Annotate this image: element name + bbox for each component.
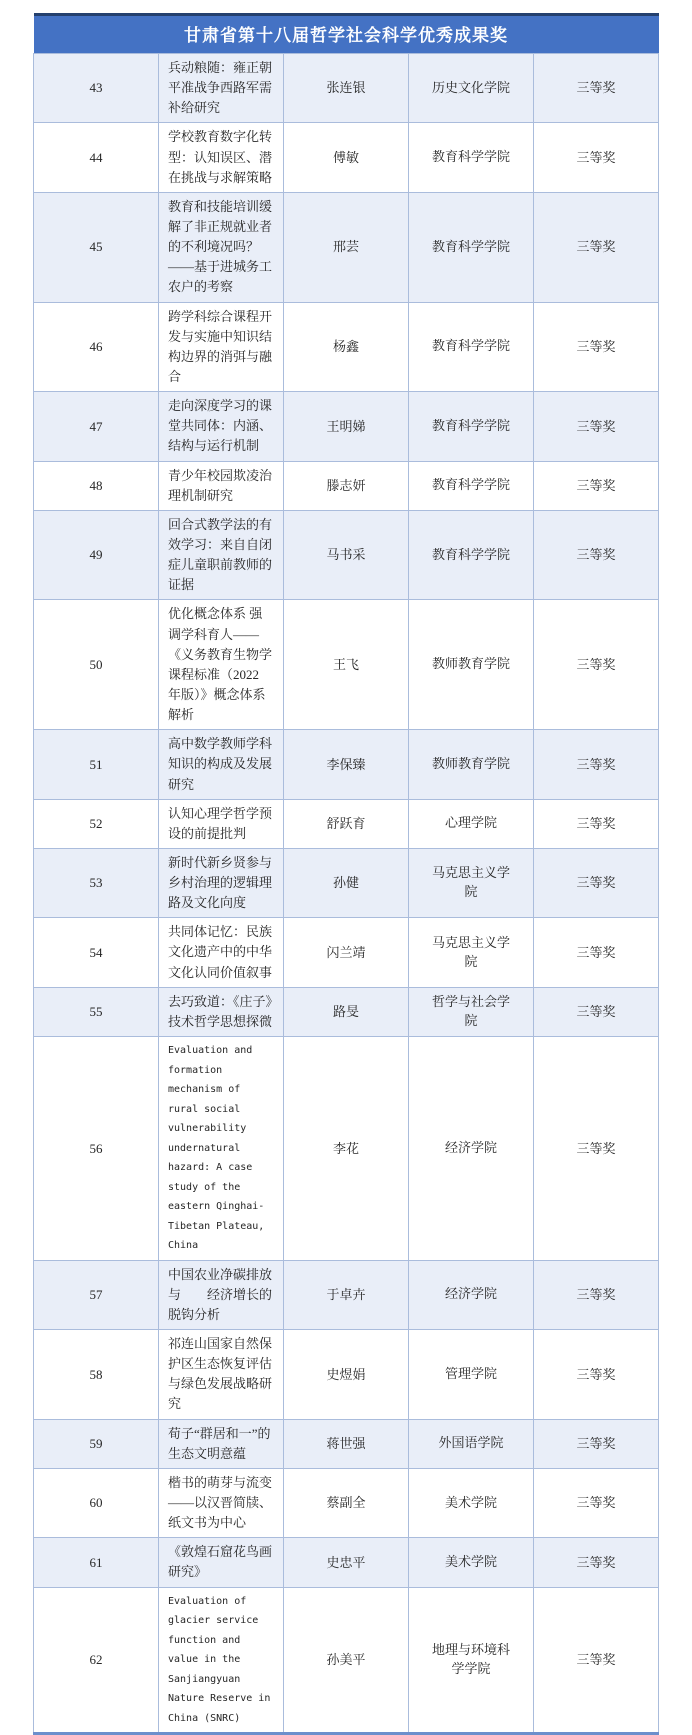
table-row (34, 461, 659, 510)
institution-cell: 教育科学学院 (409, 123, 534, 192)
award-cell: 三等奖 (534, 302, 659, 392)
row-number-cell: 56 (34, 1037, 159, 1261)
title-cell: 兵动粮随：雍正朝平准战争西路军需补给研究 (159, 54, 284, 123)
author-cell: 张连银 (284, 54, 409, 123)
title-cell: 跨学科综合课程开发与实施中知识结构边界的消弭与融合 (159, 302, 284, 392)
award-cell: 三等奖 (534, 799, 659, 848)
title-cell: 认知心理学哲学预设的前提批判 (159, 799, 284, 848)
table-row (34, 392, 659, 461)
row-number-cell: 57 (34, 1260, 159, 1329)
row-number-cell: 46 (34, 302, 159, 392)
author-cell: 闪兰靖 (284, 918, 409, 987)
title-cell: Evaluation of glacier service function and value in the Sanjiangyuan Nature Reserve in China (SNRC) (159, 1587, 284, 1734)
table-row (34, 987, 659, 1036)
author-cell: 蒋世强 (284, 1419, 409, 1468)
author-cell: 蔡副全 (284, 1468, 409, 1537)
award-cell: 三等奖 (534, 1468, 659, 1537)
title-cell: 新时代新乡贤参与乡村治理的逻辑理路及文化向度 (159, 848, 284, 917)
title-cell: 《敦煌石窟花鸟画研究》 (159, 1538, 284, 1587)
award-cell: 三等奖 (534, 848, 659, 917)
award-cell: 三等奖 (534, 1587, 659, 1734)
author-cell: 史忠平 (284, 1538, 409, 1587)
author-cell: 舒跃育 (284, 799, 409, 848)
title-cell: 青少年校园欺凌治理机制研究 (159, 461, 284, 510)
author-cell: 史煜娟 (284, 1329, 409, 1419)
title-cell: 教育和技能培训缓解了非正规就业者的不利境况吗？——基于进城务工农户的考察 (159, 192, 284, 302)
award-cell: 三等奖 (534, 1260, 659, 1329)
table-body (34, 54, 659, 1734)
row-number-cell: 62 (34, 1587, 159, 1734)
row-number-cell: 43 (34, 54, 159, 123)
awards-table-container (33, 13, 659, 1735)
institution-cell: 经济学院 (409, 1260, 534, 1329)
author-cell: 傅敏 (284, 123, 409, 192)
institution-cell: 马克思主义学院 (409, 918, 534, 987)
author-cell: 王明娣 (284, 392, 409, 461)
author-cell: 李保臻 (284, 730, 409, 799)
institution-cell: 地理与环境科学学院 (409, 1587, 534, 1734)
author-cell: 于卓卉 (284, 1260, 409, 1329)
table-row (34, 192, 659, 302)
table-row (34, 918, 659, 987)
institution-cell: 外国语学院 (409, 1419, 534, 1468)
award-cell: 三等奖 (534, 54, 659, 123)
table-row (34, 1538, 659, 1587)
title-cell: 优化概念体系 强调学科育人——《义务教育生物学课程标准（2022 年版）》概念体系解析 (159, 600, 284, 730)
table-row (34, 730, 659, 799)
award-cell: 三等奖 (534, 1037, 659, 1261)
table-row (34, 1260, 659, 1329)
row-number-cell: 55 (34, 987, 159, 1036)
award-cell: 三等奖 (534, 918, 659, 987)
awards-table (33, 13, 659, 1735)
row-number-cell: 48 (34, 461, 159, 510)
table-row (34, 1037, 659, 1261)
institution-cell: 心理学院 (409, 799, 534, 848)
title-cell: 荀子“群居和一”的生态文明意蕴 (159, 1419, 284, 1468)
table-row (34, 799, 659, 848)
institution-cell: 教育科学学院 (409, 392, 534, 461)
row-number-cell: 47 (34, 392, 159, 461)
award-cell: 三等奖 (534, 987, 659, 1036)
award-cell: 三等奖 (534, 1538, 659, 1587)
award-cell: 三等奖 (534, 1329, 659, 1419)
institution-cell: 教育科学学院 (409, 461, 534, 510)
row-number-cell: 60 (34, 1468, 159, 1537)
page-title: 甘肃省第十八届哲学社会科学优秀成果奖 (34, 15, 659, 54)
row-number-cell: 53 (34, 848, 159, 917)
author-cell: 路旻 (284, 987, 409, 1036)
institution-cell: 哲学与社会学院 (409, 987, 534, 1036)
row-number-cell: 45 (34, 192, 159, 302)
table-row (34, 848, 659, 917)
author-cell: 王飞 (284, 600, 409, 730)
institution-cell: 管理学院 (409, 1329, 534, 1419)
author-cell: 李花 (284, 1037, 409, 1261)
row-number-cell: 50 (34, 600, 159, 730)
institution-cell: 教师教育学院 (409, 600, 534, 730)
table-row (34, 1419, 659, 1468)
title-cell: 走向深度学习的课堂共同体：内涵、结构与运行机制 (159, 392, 284, 461)
institution-cell: 教师教育学院 (409, 730, 534, 799)
table-row (34, 123, 659, 192)
award-cell: 三等奖 (534, 730, 659, 799)
institution-cell: 历史文化学院 (409, 54, 534, 123)
row-number-cell: 61 (34, 1538, 159, 1587)
author-cell: 孙美平 (284, 1587, 409, 1734)
award-cell: 三等奖 (534, 192, 659, 302)
table-row (34, 1329, 659, 1419)
title-cell: 共同体记忆：民族文化遗产中的中华文化认同价值叙事 (159, 918, 284, 987)
institution-cell: 教育科学学院 (409, 192, 534, 302)
title-cell: Evaluation and formation mechanism of rural social vulnerability undernatural hazard: A case study of the eastern Qinghai-Tibetan Plateau, China (159, 1037, 284, 1261)
award-cell: 三等奖 (534, 600, 659, 730)
row-number-cell: 58 (34, 1329, 159, 1419)
row-number-cell: 59 (34, 1419, 159, 1468)
table-header (34, 15, 659, 54)
author-cell: 邢芸 (284, 192, 409, 302)
table-row (34, 510, 659, 600)
row-number-cell: 51 (34, 730, 159, 799)
title-cell: 楷书的萌芽与流变——以汉晋简牍、纸文书为中心 (159, 1468, 284, 1537)
row-number-cell: 52 (34, 799, 159, 848)
institution-cell: 教育科学学院 (409, 302, 534, 392)
title-cell: 学校教育数字化转型：认知误区、潜在挑战与求解策略 (159, 123, 284, 192)
title-cell: 去巧致道：《庄子》技术哲学思想探微 (159, 987, 284, 1036)
institution-cell: 经济学院 (409, 1037, 534, 1261)
author-cell: 马书采 (284, 510, 409, 600)
institution-cell: 美术学院 (409, 1468, 534, 1537)
author-cell: 杨鑫 (284, 302, 409, 392)
title-cell: 中国农业净碳排放与 经济增长的脱钩分析 (159, 1260, 284, 1329)
author-cell: 孙健 (284, 848, 409, 917)
table-row (34, 54, 659, 123)
award-cell: 三等奖 (534, 510, 659, 600)
title-cell: 祁连山国家自然保护区生态恢复评估与绿色发展战略研究 (159, 1329, 284, 1419)
award-cell: 三等奖 (534, 123, 659, 192)
institution-cell: 马克思主义学院 (409, 848, 534, 917)
row-number-cell: 44 (34, 123, 159, 192)
award-cell: 三等奖 (534, 461, 659, 510)
institution-cell: 教育科学学院 (409, 510, 534, 600)
title-cell: 高中数学教师学科知识的构成及发展研究 (159, 730, 284, 799)
table-row (34, 1468, 659, 1537)
title-row (34, 15, 659, 54)
award-cell: 三等奖 (534, 1419, 659, 1468)
table-row (34, 302, 659, 392)
table-row (34, 600, 659, 730)
table-row (34, 1587, 659, 1734)
institution-cell: 美术学院 (409, 1538, 534, 1587)
title-cell: 回合式教学法的有效学习：来自自闭症儿童职前教师的证据 (159, 510, 284, 600)
row-number-cell: 49 (34, 510, 159, 600)
award-cell: 三等奖 (534, 392, 659, 461)
row-number-cell: 54 (34, 918, 159, 987)
author-cell: 滕志妍 (284, 461, 409, 510)
